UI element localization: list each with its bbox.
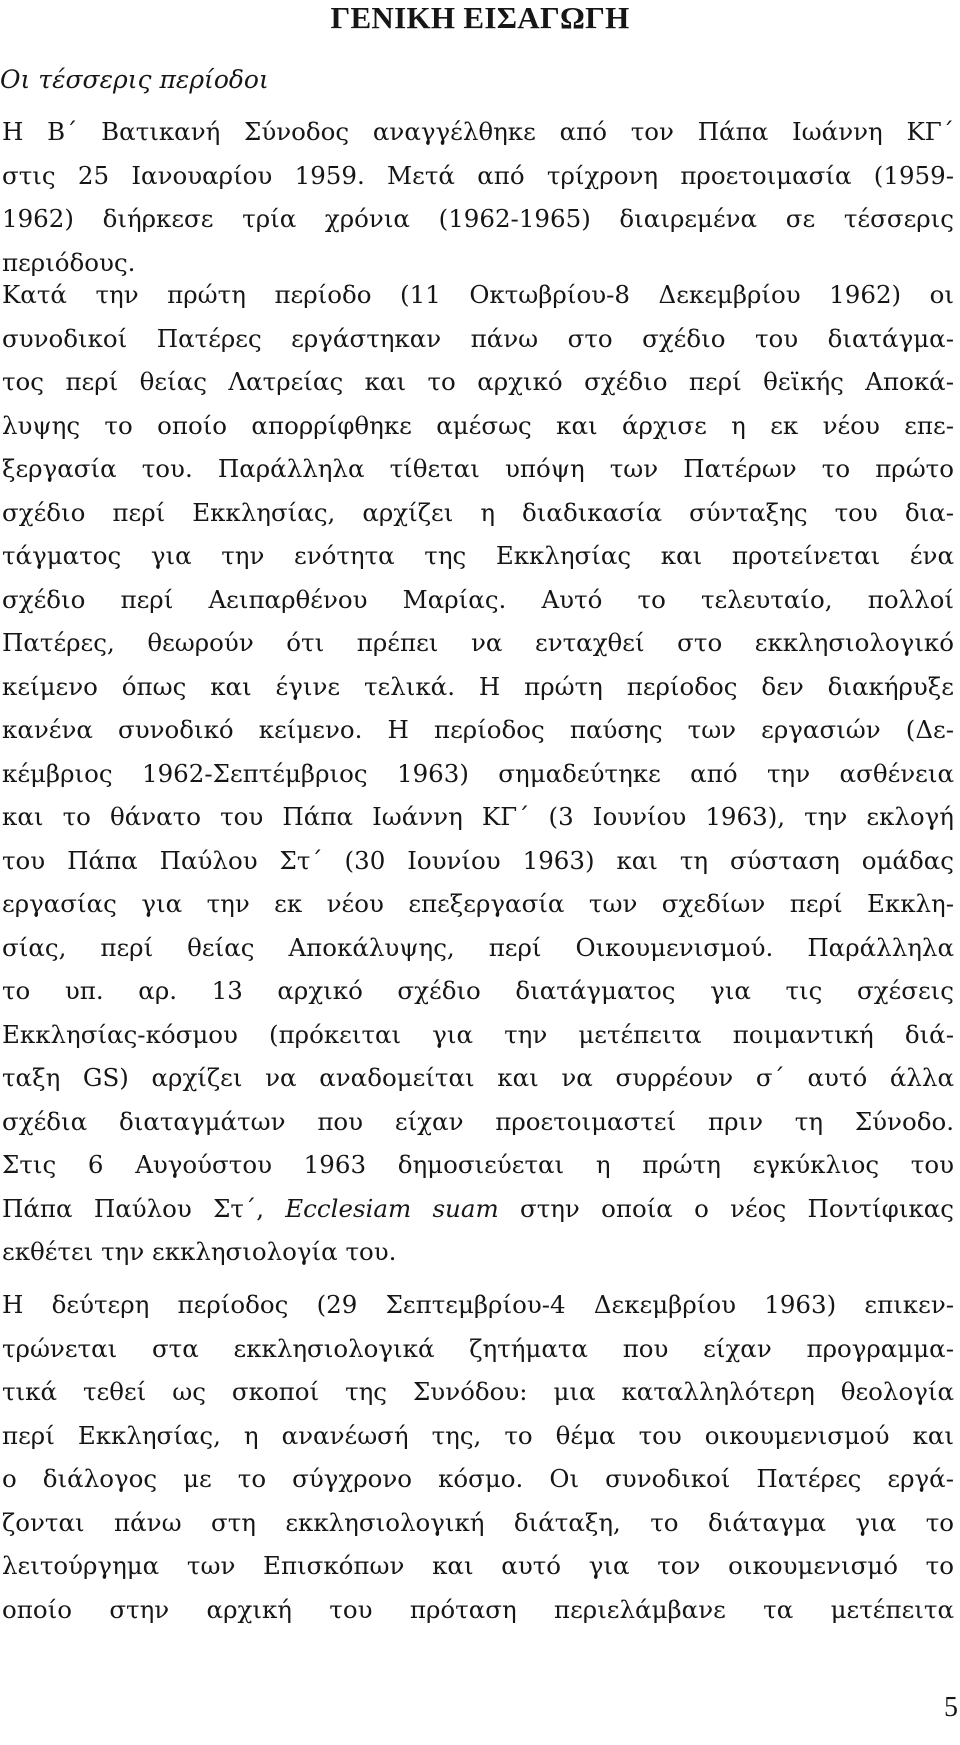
paragraph-line: ζονται πάνω στη εκκλησιολογική διάταξη, το διάταγμα για το (2, 1507, 954, 1537)
paragraph-line: σχέδιο περί Εκκλησίας, αρχίζει η διαδικασία σύνταξης του δια- (2, 497, 954, 527)
paragraph-line: ο διάλογος με το σύγχρονο κόσμο. Οι συνοδικοί Πατέρες εργά- (2, 1464, 954, 1493)
paragraph-line: τρώνεται στα εκκλησιολογικά ζητήματα που είχαν προγραμμα- (2, 1333, 954, 1363)
paragraph-line: οποίο στην αρχική του πρόταση περιελάμβανε τα μετέπειτα (2, 1594, 954, 1624)
paragraph-3 (2, 1283, 954, 1631)
section-heading: Οι τέσσερις περίοδοι (0, 65, 269, 94)
paragraph-line: και το θάνατο του Πάπα Ιωάννη ΚΓ΄ (3 Ιουνίου 1963), την εκλογή (2, 802, 954, 831)
paragraph-line: ταξη GS) αρχίζει να αναδομείται και να συρρέουν σ΄ αυτό άλλα (2, 1063, 954, 1092)
paragraph-line: εκθέτει την εκκλησιολογία του. (2, 1237, 397, 1266)
page-title: ΓΕΝΙΚΗ ΕΙΣΑΓΩΓΗ (330, 0, 630, 35)
paragraph-line: συνοδικοί Πατέρες εργάστηκαν πάνω στο σχέδιο του διατάγμα- (2, 323, 954, 353)
paragraph-line: σχέδια διαταγμάτων που είχαν προετοιμαστεί πριν τη Σύνοδο. (2, 1106, 954, 1136)
paragraph-line: κέμβριος 1962-Σεπτέμβριος 1963) σημαδεύτηκε από την ασθένεια (2, 758, 954, 788)
paragraph-1 (2, 110, 954, 284)
paragraph-line: τάγματος για την ενότητα της Εκκλησίας και προτείνεται ένα (2, 541, 954, 570)
paragraph-line: κανένα συνοδικό κείμενο. Η περίοδος παύσης των εργασιών (Δε- (2, 715, 954, 744)
paragraph-line: εργασίας για την εκ νέου επεξεργασία των σχεδίων περί Εκκλη- (2, 889, 954, 918)
paragraph-line: του Πάπα Παύλου Στ΄ (30 Ιουνίου 1963) και τη σύσταση ομάδας (2, 845, 954, 875)
paragraph-line: κείμενο όπως και έγινε τελικά. Η πρώτη περίοδος δεν διακήρυξε (2, 671, 954, 701)
paragraph-line: λειτούργημα των Επισκόπων και αυτό για τον οικουμενισμό το (2, 1551, 954, 1580)
paragraph-line (2, 1187, 954, 1231)
paragraph-line: λυψης το οποίο απορρίφθηκε αμέσως και άρχισε η εκ νέου επε- (2, 410, 954, 440)
paragraph-line: ξεργασία του. Παράλληλα τίθεται υπόψη των Πατέρων το πρώτο (2, 454, 954, 483)
paragraph-line: στις 25 Ιανουαρίου 1959. Μετά από τρίχρονη προετοιμασία (1959- (2, 160, 954, 190)
paragraph-line: Πατέρες, θεωρούν ότι πρέπει να ενταχθεί στο εκκλησιολογικό (2, 628, 954, 657)
paragraph-line: τικά τεθεί ως σκοποί της Συνόδου: μια καταλληλότερη θεολογία (2, 1377, 954, 1406)
paragraph-line: Στις 6 Αυγούστου 1963 δημοσιεύεται η πρώτη εγκύκλιος του (2, 1150, 954, 1179)
paragraph-line: το υπ. αρ. 13 αρχικό σχέδιο διατάγματος για τις σχέσεις (2, 976, 954, 1005)
paragraph-line: τος περί θείας Λατρείας και το αρχικό σχέδιο περί θεϊκής Αποκά- (2, 367, 954, 396)
paragraph-line: Η δεύτερη περίοδος (29 Σεπτεμβρίου-4 Δεκεμβρίου 1963) επικεν- (2, 1290, 954, 1319)
paragraph-line: περί Εκκλησίας, η ανανέωσή της, το θέμα του οικουμενισμού και (2, 1420, 954, 1450)
paragraph-line: σίας, περί θείας Αποκάλυψης, περί Οικουμενισμού. Παράλληλα (2, 932, 954, 962)
encyclical-title: Ecclesiam suam (285, 1193, 499, 1223)
page-number: 5 (944, 1692, 958, 1723)
paragraph-2 (2, 273, 954, 1274)
paragraph-line: Κατά την πρώτη περίοδο (11 Οκτωβρίου-8 Δεκεμβρίου 1962) οι (2, 280, 954, 309)
paragraph-line: 1962) διήρκεσε τρία χρόνια (1962-1965) διαιρεμένα σε τέσσερις (2, 204, 954, 233)
paragraph-line: περιόδους. (2, 247, 136, 277)
paragraph-line: Η Β΄ Βατικανή Σύνοδος αναγγέλθηκε από τον Πάπα Ιωάννη ΚΓ΄ (2, 117, 954, 146)
paragraph-line: σχέδιο περί Αειπαρθένου Μαρίας. Αυτό το τελευταίο, πολλοί (2, 584, 954, 614)
line-text: Πάπα Παύλου Στ΄, (2, 1193, 286, 1223)
paragraph-line: Εκκλησίας-κόσμου (πρόκειται για την μετέπειτα ποιμαντική διά- (2, 1019, 954, 1049)
line-text: στην οποία ο νέος Ποντίφικας (498, 1193, 955, 1223)
